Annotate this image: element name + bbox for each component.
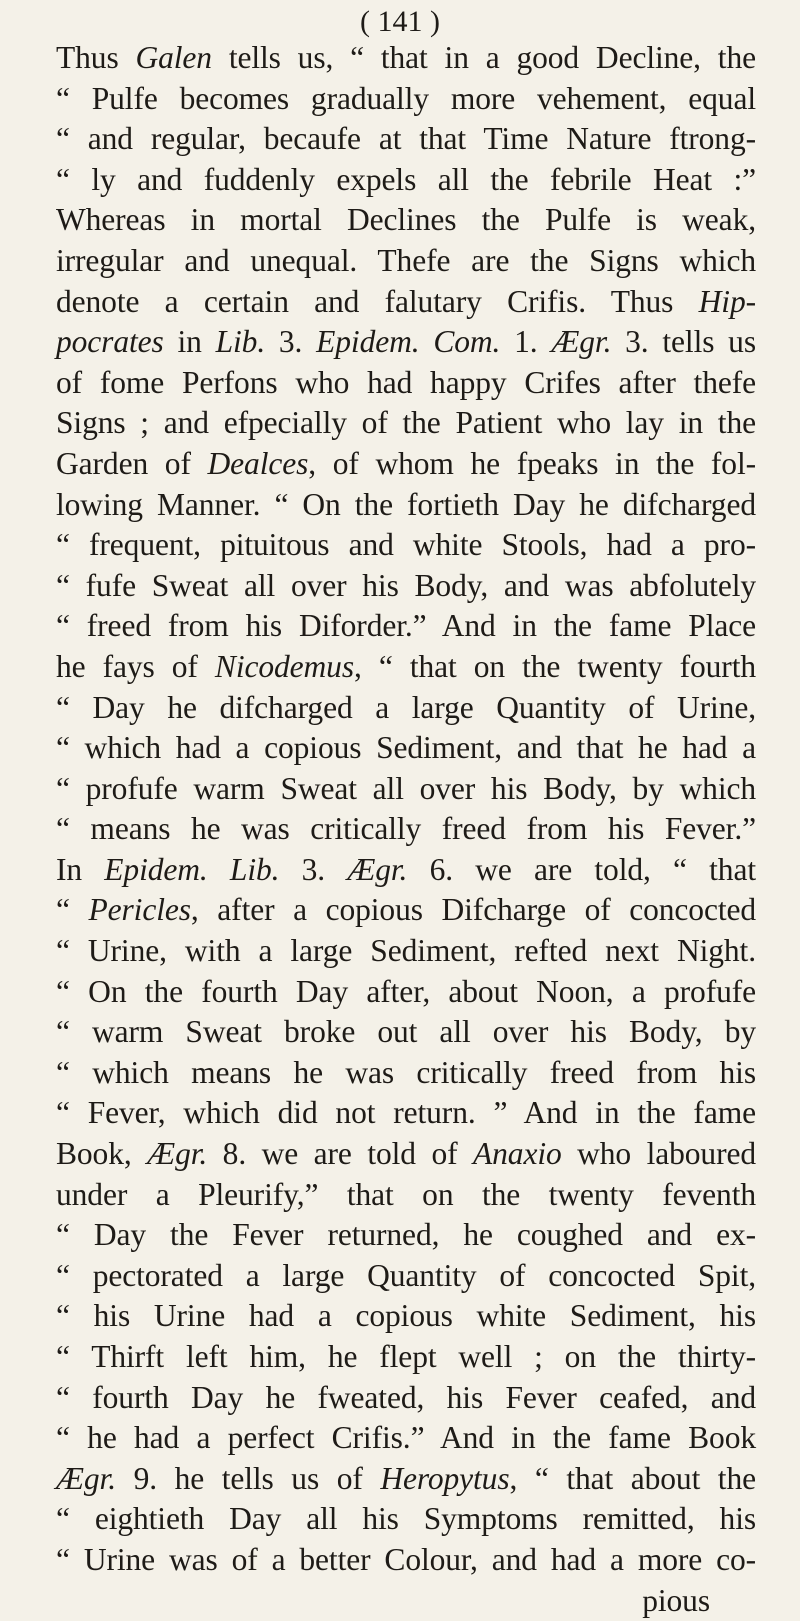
text-line bbox=[56, 525, 756, 566]
text-segment: “ Urine was of a better Colour, and had a more co- bbox=[56, 1541, 756, 1577]
text-segment: “ and regular, becaufe at that Time Nature ftrong- bbox=[56, 121, 756, 157]
text-segment: “ frequent, pituitous and white Stools, had a pro- bbox=[56, 527, 756, 563]
italic-segment: Anaxio bbox=[473, 1136, 562, 1172]
text-segment: , after a copious Difcharge of concocted bbox=[190, 892, 757, 928]
text-line bbox=[56, 1134, 756, 1175]
text-line bbox=[56, 1540, 756, 1581]
page-number: ( 141 ) bbox=[360, 5, 440, 38]
text-segment: , of whom he fpeaks in the fol- bbox=[308, 445, 756, 481]
text-segment: “ ly and fuddenly expels all the febrile Heat :” bbox=[56, 161, 756, 197]
italic-segment: Heropytus bbox=[380, 1460, 510, 1496]
text-line bbox=[56, 647, 756, 688]
text-segment: “ Day the Fever returned, he coughed and ex- bbox=[56, 1217, 756, 1253]
text-segment: 3. bbox=[279, 851, 348, 887]
text-segment: Thus bbox=[56, 40, 136, 75]
text-line bbox=[56, 1175, 756, 1216]
text-line bbox=[56, 1378, 756, 1419]
text-segment: “ Thirft left him, he flept well ; on the thirty- bbox=[56, 1339, 756, 1374]
italic-segment: Galen bbox=[135, 40, 212, 75]
text-segment: tells us, “ that in a good Decline, the bbox=[211, 40, 756, 75]
text-line bbox=[56, 931, 756, 972]
text-segment: “ fourth Day he fweated, his Fever ceafed, and bbox=[56, 1379, 756, 1415]
italic-segment: Ægr. bbox=[347, 851, 408, 887]
text-segment: Whereas in mortal Declines the Pulfe is weak, bbox=[56, 202, 756, 238]
text-segment: “ warm Sweat broke out all over his Body, by bbox=[56, 1014, 756, 1050]
text-line bbox=[56, 1459, 756, 1500]
text-line bbox=[56, 688, 756, 729]
text-segment: Book, bbox=[56, 1136, 148, 1172]
text-line bbox=[56, 972, 756, 1013]
text-segment: 8. we are told of bbox=[207, 1136, 473, 1172]
text-line bbox=[56, 322, 756, 363]
text-line bbox=[56, 241, 756, 282]
text-segment: , “ that about the bbox=[509, 1460, 756, 1496]
text-segment: “ which had a copious Sediment, and that he had a bbox=[56, 730, 756, 766]
text-segment: “ Day he difcharged a large Quantity of Urine, bbox=[56, 689, 756, 725]
text-segment: Garden of bbox=[56, 445, 208, 481]
text-line bbox=[56, 728, 756, 769]
text-segment: under a Pleurify,” that on the twenty feventh bbox=[56, 1176, 756, 1212]
italic-segment: Hip- bbox=[698, 283, 756, 319]
italic-segment: Ægr. bbox=[56, 1460, 117, 1496]
italic-segment: Lib. bbox=[215, 324, 266, 360]
text-line bbox=[56, 38, 756, 79]
text-line bbox=[56, 1093, 756, 1134]
text-line bbox=[56, 850, 756, 891]
text-line bbox=[56, 485, 756, 526]
text-segment: 6. we are told, “ that bbox=[407, 851, 756, 887]
text-segment: “ Fever, which did not return. ” And in the fame bbox=[56, 1095, 756, 1131]
text-segment: In bbox=[56, 851, 105, 887]
text-line bbox=[56, 809, 756, 850]
text-line bbox=[56, 403, 756, 444]
text-segment: 1. bbox=[500, 324, 552, 360]
text-line bbox=[56, 1418, 756, 1459]
italic-segment: Nicodemus bbox=[214, 648, 354, 684]
text-segment: “ freed from his Diforder.” And in the fame Place bbox=[56, 608, 756, 644]
text-segment: 3. tells us bbox=[611, 324, 756, 360]
text-line bbox=[56, 363, 756, 404]
text-line bbox=[56, 282, 756, 323]
text-segment: irregular and unequal. Thefe are the Signs which bbox=[56, 242, 756, 278]
text-segment: “ pectorated a large Quantity of concocted Spit, bbox=[56, 1257, 756, 1293]
text-segment: in bbox=[163, 324, 216, 360]
text-segment: “ bbox=[56, 892, 89, 928]
text-segment: lowing Manner. “ On the fortieth Day he difcharged bbox=[56, 486, 756, 522]
text-segment: of fome Perfons who had happy Crifes after thefe bbox=[56, 364, 756, 400]
text-segment: “ he had a perfect Crifis.” And in the fame Book bbox=[56, 1420, 756, 1456]
text-segment: “ On the fourth Day after, about Noon, a profufe bbox=[56, 973, 756, 1009]
text-line bbox=[56, 1499, 756, 1540]
text-line bbox=[56, 1337, 756, 1378]
catchword: pious bbox=[642, 1582, 710, 1618]
text-line bbox=[56, 79, 756, 120]
text-line bbox=[56, 1012, 756, 1053]
text-line bbox=[56, 444, 756, 485]
italic-segment: Epidem. Lib. bbox=[104, 851, 280, 887]
body-text bbox=[56, 38, 756, 1581]
text-segment: he fays of bbox=[56, 648, 215, 684]
italic-segment: Dealces bbox=[207, 445, 309, 481]
text-segment: “ eightieth Day all his Symptoms remitted, his bbox=[56, 1501, 756, 1537]
text-segment: “ his Urine had a copious white Sediment, his bbox=[56, 1298, 756, 1334]
text-segment: denote a certain and falutary Crifis. Thus bbox=[56, 283, 699, 319]
text-line bbox=[56, 1215, 756, 1256]
italic-segment: Pericles bbox=[88, 892, 191, 928]
text-line bbox=[56, 119, 756, 160]
italic-segment: Epidem. Com. bbox=[316, 324, 501, 360]
text-segment: “ which means he was critically freed from his bbox=[56, 1054, 756, 1090]
italic-segment: Ægr. bbox=[551, 324, 612, 360]
text-line bbox=[56, 200, 756, 241]
text-line bbox=[56, 606, 756, 647]
text-line bbox=[56, 160, 756, 201]
text-segment: 9. he tells us of bbox=[116, 1460, 381, 1496]
text-line bbox=[56, 566, 756, 607]
text-segment: “ Pulfe becomes gradually more vehement, equal bbox=[56, 80, 756, 116]
text-line bbox=[56, 890, 756, 931]
text-segment: , “ that on the twenty fourth bbox=[354, 648, 756, 684]
text-segment: “ Urine, with a large Sediment, refted next Night. bbox=[56, 933, 756, 969]
text-segment: who laboured bbox=[561, 1136, 756, 1172]
italic-segment: Ægr. bbox=[147, 1136, 208, 1172]
text-line bbox=[56, 1053, 756, 1094]
text-segment: “ profufe warm Sweat all over his Body, by which bbox=[56, 770, 756, 806]
text-line bbox=[56, 1296, 756, 1337]
text-line bbox=[56, 1256, 756, 1297]
text-segment: “ fufe Sweat all over his Body, and was abfolutely bbox=[56, 567, 756, 603]
text-segment: 3. bbox=[265, 324, 317, 360]
text-line bbox=[56, 769, 756, 810]
italic-segment: pocrates bbox=[56, 324, 164, 360]
text-segment: “ means he was critically freed from his Fever.” bbox=[56, 811, 756, 847]
text-segment: Signs ; and efpecially of the Patient who lay in the bbox=[56, 405, 756, 441]
